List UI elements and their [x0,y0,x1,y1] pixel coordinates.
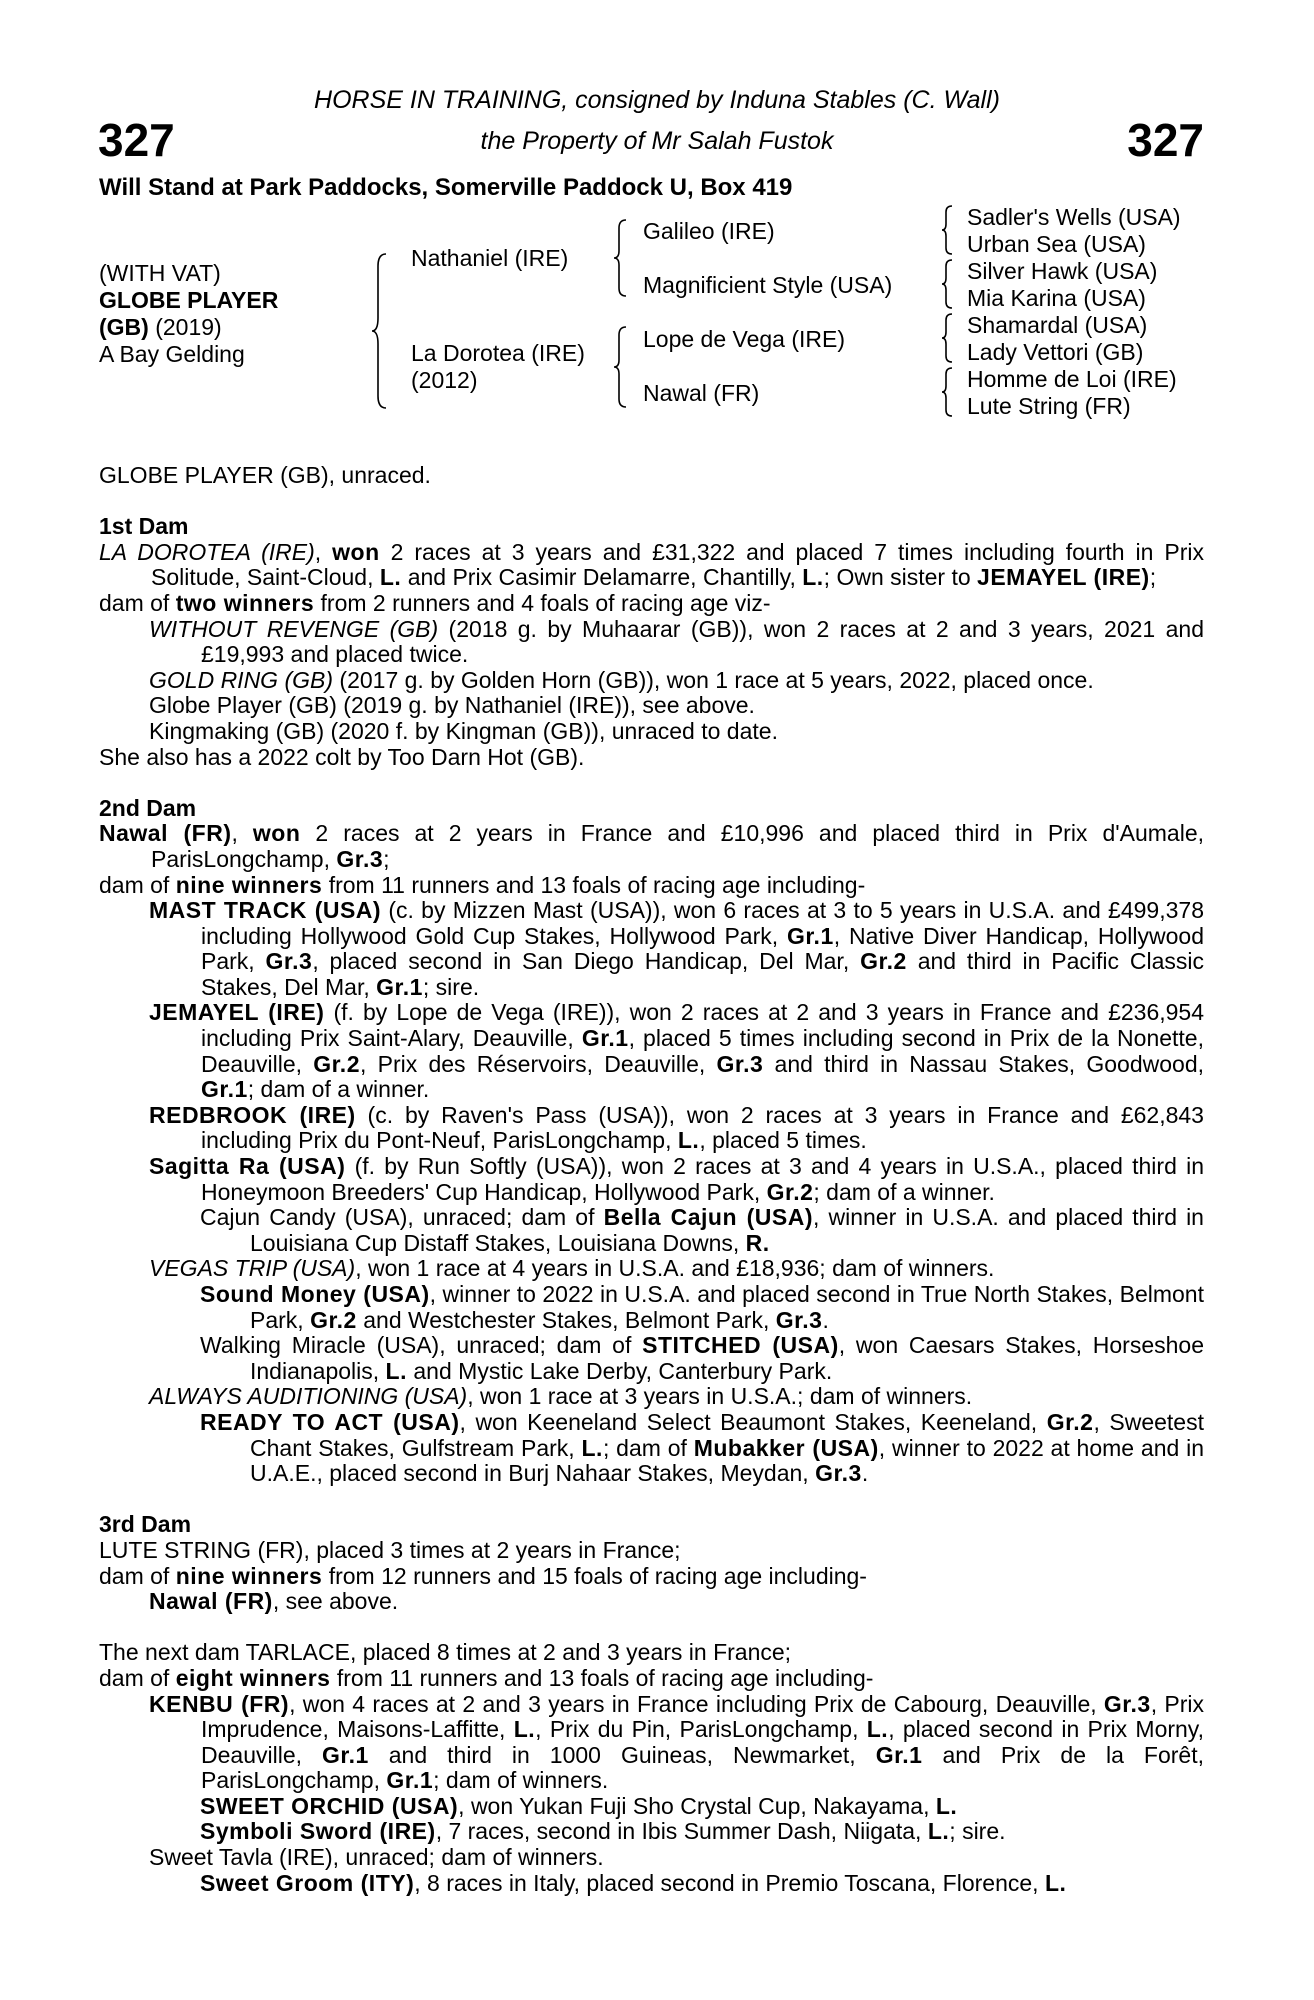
produce-cajun-candy: Cajun Candy (USA), unraced; dam of Bella Cajun (USA), winner in U.S.A. and placed third in Louisiana Cup Distaff Stakes, Louisiana Downs, R. [200,1204,1204,1256]
consignor-line: HORSE IN TRAINING, consigned by Induna Stables (C. Wall) [314,86,1000,114]
vat-note: (WITH VAT) [99,260,221,286]
pedigree-brace-sire [612,218,628,298]
second-dam-record: Nawal (FR), won 2 races at 2 years in France and £10,996 and placed third in Prix d'Aumale, ParisLongchamp, Gr.3; [99,820,1205,872]
horse-name-line2 [99,314,222,341]
produce-mast-track: MAST TRACK (USA) (c. by Mizzen Mast (USA)), won 6 races at 3 to 5 years in U.S.A. and £499,378 including Hollywood Gold Cup Stakes, Hollywood Park, Gr.1, Native Diver Handicap, Hollywood Park, Gr.3, placed second in San Diego Handicap, Del Mar, Gr.2 and third in Pacific Classic Stakes, Del Mar, Gr.1; sire. [149,897,1204,1000]
pedigree-brace-magnificient [940,258,954,310]
third-dam-heading: 3rd Dam [99,1511,192,1538]
pedigree-sire-dam: Magnificient Style (USA) [643,272,893,298]
produce-sweet-groom: Sweet Groom (ITY), 8 races in Italy, placed second in Premio Toscana, Florence, L. [200,1869,1067,1896]
first-dam-foal-note: She also has a 2022 colt by Too Darn Hot (GB). [99,743,585,770]
produce-kenbu: KENBU (FR), won 4 races at 2 and 3 years in France including Prix de Cabourg, Deauville, Gr.3, Prix Imprudence, Maisons-Laffitte, L., Prix du Pin, ParisLongchamp, L., placed second in Prix Morny, Deauville, Gr.1 and third in 1000 Guineas, Newmarket, Gr.1 and Prix de la Forêt, ParisLongchamp, Gr.1; dam of winners. [149,1690,1204,1794]
pedigree-brace-main [370,252,388,410]
horse-country: (GB) [99,314,149,340]
horse-summary: GLOBE PLAYER (GB), unraced. [99,462,431,488]
pedigree-sds: Silver Hawk (USA) [967,258,1158,284]
produce-symboli-sword: Symboli Sword (IRE), 7 races, second in Ibis Summer Dash, Niigata, L.; sire. [200,1818,1006,1845]
produce-sound-money: Sound Money (USA), winner to 2022 in U.S.A. and placed second in True North Stakes, Belmont Park, Gr.2 and Westchester Stakes, Belmont Park, Gr.3. [200,1281,1204,1333]
horse-description: A Bay Gelding [99,341,245,367]
pedigree-sss: Sadler's Wells (USA) [967,204,1181,230]
pedigree-dsd: Lady Vettori (GB) [967,339,1144,365]
lot-number-left: 327 [98,114,175,166]
pedigree-dam-sire: Lope de Vega (IRE) [643,326,846,352]
pedigree-dam: La Dorotea (IRE) [411,340,585,366]
second-dam-heading: 2nd Dam [99,794,197,821]
produce-sagitta-ra: Sagitta Ra (USA) (f. by Run Softly (USA)), won 2 races at 3 and 4 years in U.S.A., placed third in Honeymoon Breeders' Cup Handicap, Hollywood Park, Gr.2; dam of a winner. [149,1153,1204,1205]
pedigree-notes [99,463,1204,1896]
pedigree-sdd: Mia Karina (USA) [967,285,1146,311]
horse-name: GLOBE PLAYER [99,287,279,313]
pedigree-brace-nawal [940,366,954,418]
first-dam-heading: 1st Dam [99,513,189,540]
third-dam-produce-summary: dam of nine winners from 12 runners and 15 foals of racing age including- [99,1562,867,1589]
produce-sweet-tavla: Sweet Tavla (IRE), unraced; dam of winners. [149,1844,604,1871]
stand-location: Will Stand at Park Paddocks, Somerville Paddock U, Box 419 [99,174,793,201]
pedigree-sire: Nathaniel (IRE) [411,245,569,271]
next-dam-produce-summary: dam of eight winners from 11 runners and 13 foals of racing age including- [99,1664,874,1691]
horse-year: (2019) [148,314,222,340]
pedigree-brace-lope [940,312,954,364]
pedigree-brace-galileo [940,204,954,256]
produce-globe-player: Globe Player (GB) (2019 g. by Nathaniel (IRE)), see above. [149,692,755,719]
third-dam-record: LUTE STRING (FR), placed 3 times at 2 years in France; [99,1536,681,1563]
produce-walking-miracle: Walking Miracle (USA), unraced; dam of STITCHED (USA), won Caesars Stakes, Horseshoe Indianapolis, L. and Mystic Lake Derby, Canterbury Park. [200,1332,1204,1384]
produce-vegas-trip: VEGAS TRIP (USA), won 1 race at 4 years in U.S.A. and £18,936; dam of winners. [149,1255,995,1282]
pedigree-dds: Homme de Loi (IRE) [967,366,1177,392]
pedigree-sire-sire: Galileo (IRE) [643,218,775,244]
pedigree-brace-dam [612,325,628,409]
produce-nawal: Nawal (FR), see above. [149,1588,399,1615]
produce-without-revenge: WITHOUT REVENGE (GB) (2018 g. by Muhaarar (GB)), won 2 races at 2 and 3 years, 2021 and £19,993 and placed twice. [149,615,1204,668]
pedigree-dam-dam: Nawal (FR) [643,380,760,406]
first-dam-record: LA DOROTEA (IRE), won 2 races at 3 years and £31,322 and placed 7 times including fourth in Prix Solitude, Saint-Cloud, L. and Prix Casimir Delamarre, Chantilly, L.; Own sister to JEMAYEL (IRE); [99,538,1204,591]
produce-ready-to-act: READY TO ACT (USA), won Keeneland Select Beaumont Stakes, Keeneland, Gr.2, Sweetest Chant Stakes, Gulfstream Park, L.; dam of Mubakker (USA), winner to 2022 at home and in U.A.E., placed second in Burj Nahaar Stakes, Meydan, Gr.3. [200,1408,1204,1487]
second-dam-produce-summary: dam of nine winners from 11 runners and 13 foals of racing age including- [99,871,866,898]
pedigree-dss: Shamardal (USA) [967,312,1148,338]
produce-redbrook: REDBROOK (IRE) (c. by Raven's Pass (USA)), won 2 races at 3 years in France and £62,843 including Prix du Pont-Neuf, ParisLongchamp, L., placed 5 times. [149,1101,1204,1154]
produce-sweet-orchid: SWEET ORCHID (USA), won Yukan Fuji Sho Crystal Cup, Nakayama, L. [200,1792,958,1819]
produce-kingmaking: Kingmaking (GB) (2020 f. by Kingman (GB)), unraced to date. [149,717,778,744]
next-dam-record: The next dam TARLACE, placed 8 times at 2 and 3 years in France; [99,1639,792,1666]
lot-number-right: 327 [1127,114,1204,166]
produce-gold-ring: GOLD RING (GB) (2017 g. by Golden Horn (GB)), won 1 race at 5 years, 2022, placed once. [149,666,1094,693]
pedigree-ssd: Urban Sea (USA) [967,231,1146,257]
first-dam-produce-summary: dam of two winners from 2 runners and 4 foals of racing age viz- [99,589,771,616]
pedigree-dam-year: (2012) [411,367,478,393]
produce-always-auditioning: ALWAYS AUDITIONING (USA), won 1 race at 3 years in U.S.A.; dam of winners. [149,1383,973,1410]
pedigree-ddd: Lute String (FR) [967,393,1131,419]
property-line: the Property of Mr Salah Fustok [480,127,834,155]
produce-jemayel: JEMAYEL (IRE) (f. by Lope de Vega (IRE)), won 2 races at 2 and 3 years in France and £236,954 including Prix Saint-Alary, Deauville, Gr.1, placed 5 times including second in Prix de la Nonette, Deauville, Gr.2, Prix des Réservoirs, Deauville, Gr.3 and third in Nassau Stakes, Goodwood, Gr.1; dam of a winner. [149,999,1205,1103]
